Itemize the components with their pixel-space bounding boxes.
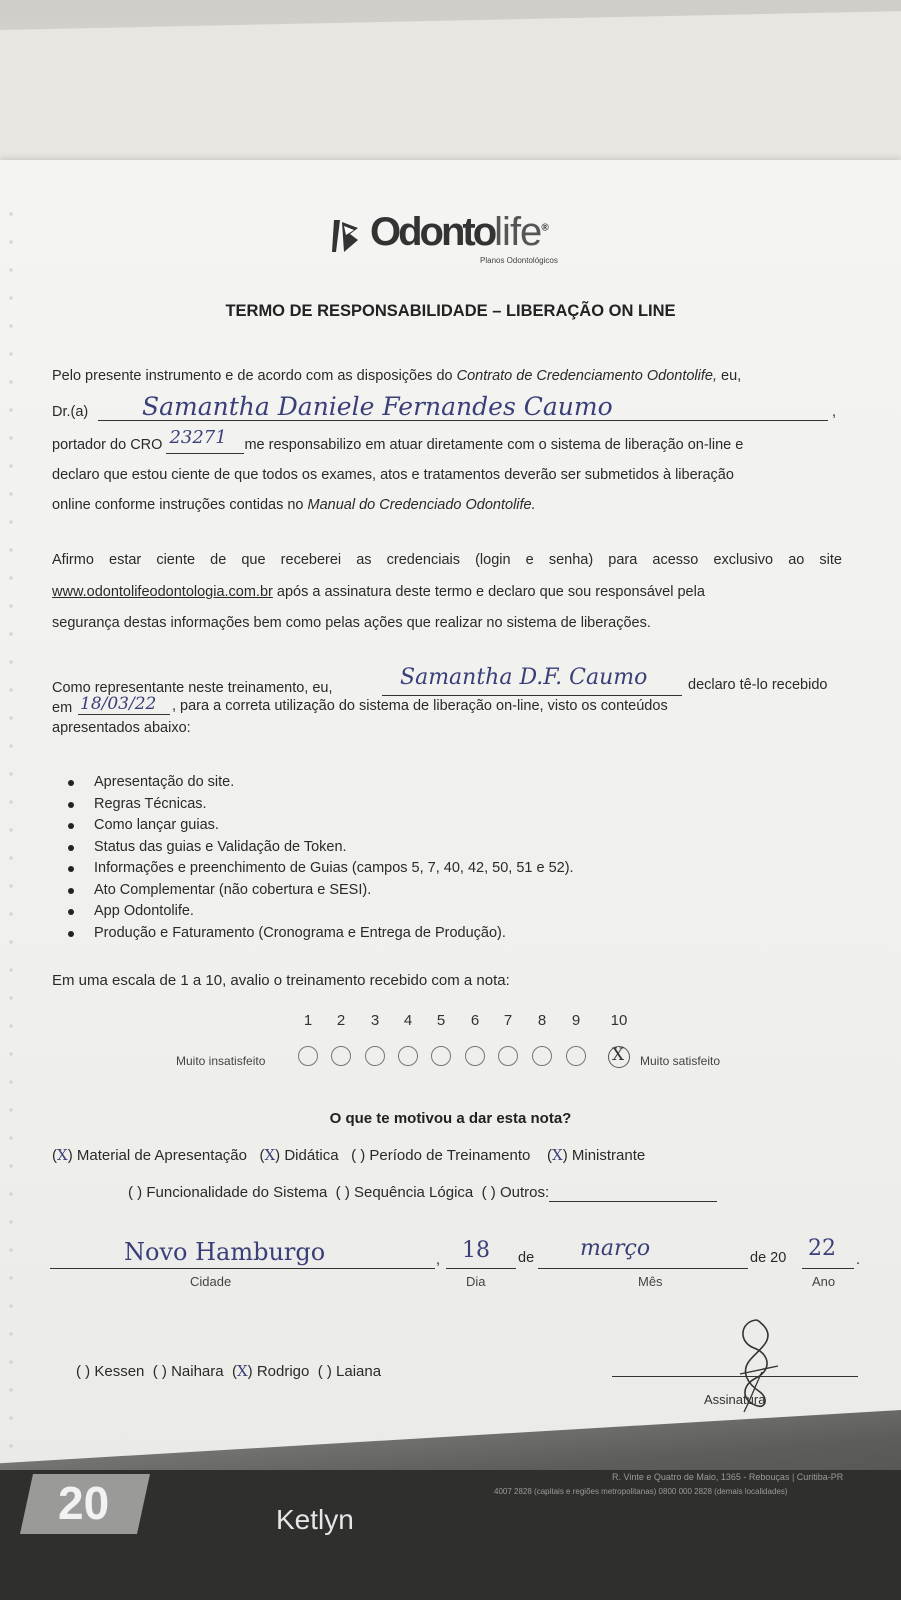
low-label: Muito insatisfeito: [176, 1054, 266, 1068]
checkbox-rodrigo[interactable]: (X): [231, 1362, 253, 1380]
option-label: Período de Treinamento: [369, 1147, 531, 1164]
option-label: Material de Apresentação: [76, 1147, 247, 1164]
checkbox-sequencia[interactable]: ( ): [335, 1184, 350, 1201]
date-handwritten: 18/03/22: [80, 694, 157, 714]
list-item: Ato Complementar (não cobertura e SESI).: [68, 880, 574, 902]
option-label: Outros:: [499, 1184, 550, 1201]
scale-number: 5: [436, 1012, 446, 1029]
perforation-dots: [6, 200, 16, 1500]
check-mark: X: [552, 1146, 563, 1164]
dr-label: Dr.(a): [52, 404, 89, 420]
list-item: App Odontolife.: [68, 901, 574, 923]
para3-line2: , para a correta utilização do sistema de liberação on-line, visto os conteúdos: [172, 698, 668, 714]
day-label: Dia: [466, 1274, 486, 1289]
checkbox-kessen[interactable]: ( ): [76, 1363, 91, 1380]
rating-radio-5[interactable]: [431, 1046, 451, 1066]
text: online conforme instruções contidas no: [52, 497, 308, 513]
rating-radio-2[interactable]: [331, 1046, 351, 1066]
checkbox-naihara[interactable]: ( ): [152, 1363, 167, 1380]
option-label: Rodrigo: [256, 1363, 310, 1380]
text: após a assinatura deste termo e declaro que sou responsável pela: [272, 584, 705, 600]
para1-line3: [52, 427, 744, 454]
date-line: [78, 714, 170, 715]
checkbox-material[interactable]: (X): [52, 1146, 73, 1164]
city-handwritten: Novo Hamburgo: [124, 1238, 326, 1266]
scale-number: 3: [370, 1012, 380, 1029]
contract-name: Contrato de Credenciamento Odontolife,: [456, 368, 717, 384]
check-mark: X: [236, 1362, 248, 1380]
text: me responsabilizo em atuar diretamente com o sistema de liberação on-line e: [244, 437, 744, 453]
list-item: Informações e preenchimento de Guias (campos 5, 7, 40, 42, 50, 51 e 52).: [68, 858, 574, 880]
check-mark: [323, 1363, 327, 1380]
option-label: Sequência Lógica: [353, 1184, 474, 1201]
de-text: de: [518, 1250, 535, 1266]
badge-number: 20: [58, 1477, 110, 1529]
scale-number: 10: [610, 1012, 628, 1029]
month-handwritten: março: [580, 1236, 651, 1261]
para3-em: em: [52, 700, 73, 716]
signature-line: [612, 1376, 858, 1377]
list-item: Como lançar guias.: [68, 815, 574, 837]
period: .: [856, 1252, 861, 1268]
check-mark: [158, 1363, 162, 1380]
site-link[interactable]: www.odontolifeodontologia.com.br: [52, 584, 273, 600]
day-handwritten: 18: [462, 1238, 490, 1263]
check-mark: X: [57, 1146, 68, 1164]
scale-number: 1: [303, 1012, 313, 1029]
option-label: Kessen: [94, 1363, 145, 1380]
de-20-text: de 20: [750, 1250, 787, 1266]
scale-number: 4: [403, 1012, 413, 1029]
option-label: Naihara: [171, 1363, 224, 1380]
topics-list: [68, 772, 574, 944]
rating-radio-9[interactable]: [566, 1046, 586, 1066]
rep-name-line: [382, 695, 682, 696]
motivation-question: O que te motivou a dar esta nota?: [329, 1110, 572, 1127]
checkbox-outros[interactable]: ( ): [481, 1184, 496, 1201]
city-line: [50, 1268, 435, 1269]
check-mark: X: [264, 1146, 276, 1164]
checkbox-didatica[interactable]: (X): [259, 1146, 281, 1164]
para1-line2: [52, 404, 88, 420]
scale-number: 6: [470, 1012, 480, 1029]
month-line: [538, 1268, 748, 1269]
footer-phones: 4007 2828 (capitais e regiões metropolitanas) 0800 000 2828 (demais localidades): [494, 1487, 788, 1496]
logo-tagline: Planos Odontológicos: [480, 256, 558, 265]
year-line: [802, 1268, 854, 1269]
option-label: Didática: [284, 1147, 339, 1164]
list-item: Produção e Faturamento (Cronograma e Entrega de Produção).: [68, 923, 574, 945]
scale-number: 7: [503, 1012, 513, 1029]
outros-line: [549, 1184, 717, 1202]
option-label: Laiana: [336, 1363, 382, 1380]
check-mark: [133, 1184, 137, 1201]
para1-line4: declaro que estou ciente de que todos os exames, atos e tratamentos deverão ser submetidos à liberação: [52, 467, 734, 483]
day-line: [446, 1268, 516, 1269]
list-item: Apresentação do site.: [68, 772, 574, 794]
year-handwritten: 22: [808, 1236, 836, 1261]
para1-line1: [52, 368, 741, 384]
motivation-row-2: [128, 1184, 717, 1202]
para1-line5: [52, 497, 536, 513]
rating-radio-7[interactable]: [498, 1046, 518, 1066]
dr-name-handwritten: Samantha Daniele Fernandes Caumo: [142, 392, 613, 421]
checkbox-laiana[interactable]: ( ): [317, 1363, 332, 1380]
para3-line3: apresentados abaixo:: [52, 720, 191, 736]
logo-mark-icon: [330, 218, 360, 254]
cro-handwritten: 23271: [169, 427, 227, 448]
checkbox-ministrante[interactable]: (X): [547, 1146, 568, 1164]
high-label: Muito satisfeito: [640, 1054, 721, 1068]
rating-question: Em uma escala de 1 a 10, avalio o treinamento recebido com a nota:: [52, 972, 510, 989]
comma: ,: [436, 1252, 441, 1268]
para2-line1: Afirmo estar ciente de que receberei as credenciais (login e senha) para acesso exclusivo ao site: [52, 552, 842, 568]
cro-field: [166, 427, 244, 454]
trainers-row: [76, 1362, 381, 1380]
option-label: Funcionalidade do Sistema: [146, 1184, 328, 1201]
rating-radio-6[interactable]: [465, 1046, 485, 1066]
para3-line1: Como representante neste treinamento, eu,: [52, 680, 333, 696]
comma: ,: [832, 404, 837, 420]
manual-name: Manual do Credenciado Odontolife.: [307, 497, 536, 513]
checkbox-periodo[interactable]: ( ): [351, 1147, 366, 1164]
footer-address: R. Vinte e Quatro de Maio, 1365 - Rebouças | Curitiba-PR: [612, 1472, 844, 1482]
rating-radio-4[interactable]: [398, 1046, 418, 1066]
scale-number: 8: [537, 1012, 547, 1029]
rating-radio-3[interactable]: [365, 1046, 385, 1066]
rating-radio-10[interactable]: [608, 1046, 630, 1068]
text: eu,: [716, 368, 742, 384]
checkbox-funcionalidade[interactable]: ( ): [128, 1184, 143, 1201]
month-label: Mês: [638, 1274, 663, 1289]
scale-number: 9: [571, 1012, 581, 1029]
motivation-row-1: [52, 1146, 645, 1164]
signature-label: Assinatura: [704, 1392, 766, 1407]
text: Pelo presente instrumento e de acordo com as disposições do: [52, 368, 457, 384]
text: portador do CRO: [52, 437, 167, 453]
para2-line3: segurança destas informações bem como pelas ações que realizar no sistema de liberações.: [52, 615, 651, 631]
list-item: Status das guias e Validação de Token.: [68, 837, 574, 859]
check-mark: [81, 1363, 85, 1380]
rating-x-mark: X: [612, 1045, 625, 1065]
option-label: Ministrante: [571, 1147, 646, 1164]
rep-name-handwritten: Samantha D.F. Caumo: [400, 665, 648, 690]
rating-radio-1[interactable]: [298, 1046, 318, 1066]
list-item: Regras Técnicas.: [68, 794, 574, 816]
check-mark: [487, 1184, 491, 1201]
city-label: Cidade: [190, 1274, 232, 1289]
year-label: Ano: [812, 1274, 836, 1289]
check-mark: [341, 1184, 345, 1201]
rating-radio-8[interactable]: [532, 1046, 552, 1066]
scale-number: 2: [336, 1012, 346, 1029]
para3-line1b: declaro tê-lo recebido: [688, 677, 828, 693]
check-mark: [356, 1147, 360, 1164]
footer-name: Ketlyn: [276, 1504, 354, 1535]
para2-line2: [52, 584, 705, 600]
odontolife-logo: [330, 210, 590, 270]
logo-wordmark: Odontolife®: [370, 210, 549, 254]
document-title: TERMO DE RESPONSABILIDADE – LIBERAÇÃO ON LINE: [225, 302, 676, 320]
